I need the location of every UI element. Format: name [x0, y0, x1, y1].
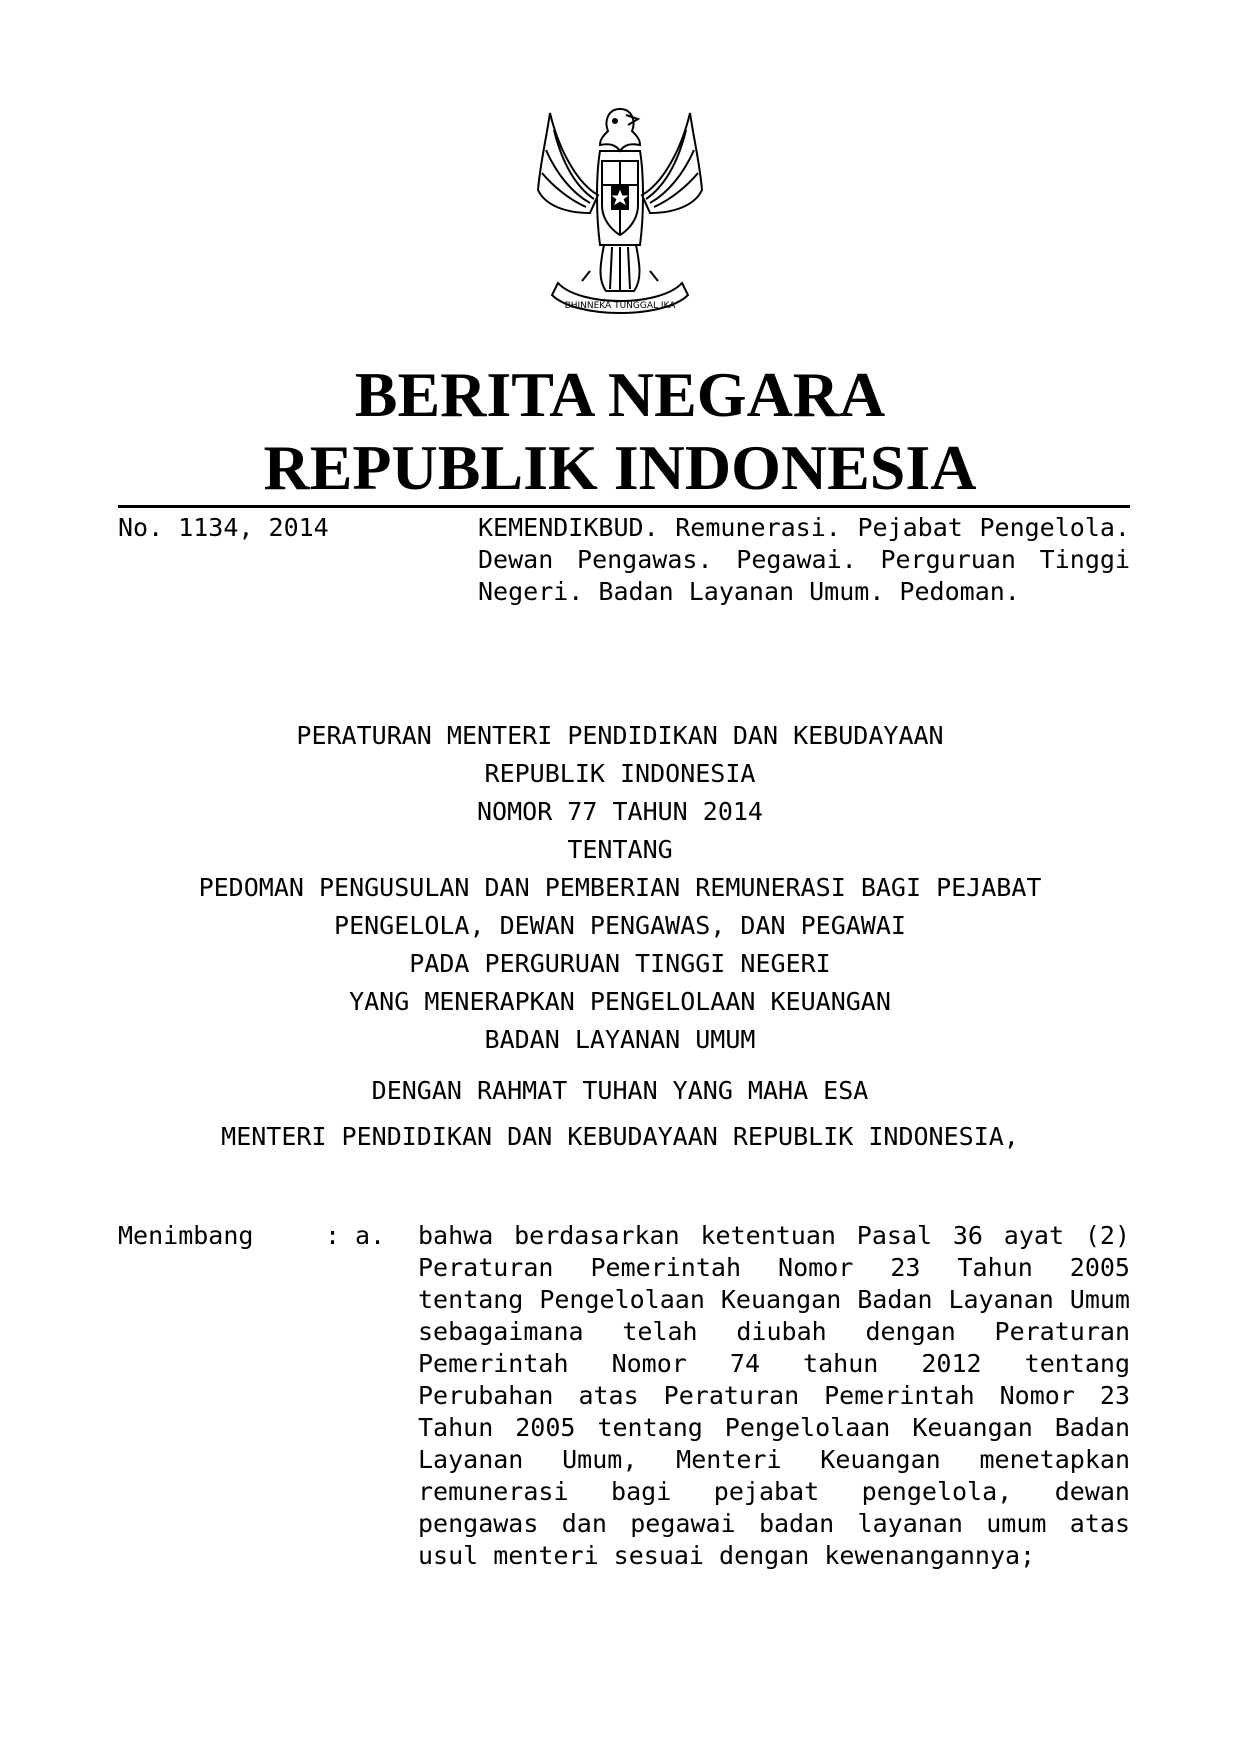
considering-item-text: bahwa berdasarkan ketentuan Pasal 36 ayat (2) Peraturan Pemerintah Nomor 23 Tahun 2005 tentang Pengelolaan Keuangan Badan Layanan Umum sebagaimana telah diubah dengan Peraturan Pemerintah Nomor 74 tahun 2012 tentang Perubahan atas Peraturan Pemerintah Nomor 23 Tahun 2005 tentang Pengelolaan Keuangan Badan Layanan Umum, Menteri Keuangan menetapkan remunerasi bagi pejabat pengelola, dewan pengawas dan pegawai badan layanan umum atas usul menteri sesuai dengan kewenangannya;: [418, 1221, 1130, 1570]
regulation-title-line: BADAN LAYANAN UMUM: [484, 1025, 756, 1054]
masthead-line-1: BERITA NEGARA: [354, 359, 886, 430]
considering-label: Menimbang: [118, 1221, 254, 1250]
considering-item-letter: a.: [355, 1221, 386, 1250]
regulation-title-line: NOMOR 77 TAHUN 2014: [477, 797, 763, 826]
minister-line: MENTERI PENDIDIKAN DAN KEBUDAYAAN REPUBLIK INDONESIA,: [221, 1122, 1019, 1151]
regulation-title-line: PENGELOLA, DEWAN PENGAWAS, DAN PEGAWAI: [334, 911, 906, 940]
considering-colon: :: [325, 1221, 341, 1250]
regulation-title-line: PADA PERGURUAN TINGGI NEGERI: [409, 949, 831, 978]
regulation-title-line: TENTANG: [567, 835, 673, 864]
masthead-line-2: REPUBLIK INDONESIA: [263, 432, 977, 503]
regulation-title-line: REPUBLIK INDONESIA: [484, 759, 756, 788]
issue-number: No. 1134, 2014: [118, 513, 329, 542]
masthead-divider: [118, 505, 1130, 508]
blessing-line: DENGAN RAHMAT TUHAN YANG MAHA ESA: [371, 1076, 869, 1105]
regulation-title-line: PEDOMAN PENGUSULAN DAN PEMBERIAN REMUNERASI BAGI PEJABAT: [198, 873, 1042, 902]
regulation-title: [0, 720, 1240, 1062]
blessing-block: [0, 1075, 1240, 1167]
issue-subject: KEMENDIKBUD. Remunerasi. Pejabat Pengelola. Dewan Pengawas. Pegawai. Perguruan Tinggi Negeri. Badan Layanan Umum. Pedoman.: [478, 513, 1130, 606]
regulation-title-line: YANG MENERAPKAN PENGELOLAAN KEUANGAN: [349, 987, 891, 1016]
emblem-motto: BHINNEKA TUNGGAL IKA: [564, 301, 676, 311]
regulation-title-line: PERATURAN MENTERI PENDIDIKAN DAN KEBUDAYAAN: [296, 721, 944, 750]
garuda-emblem-icon: [520, 95, 720, 320]
